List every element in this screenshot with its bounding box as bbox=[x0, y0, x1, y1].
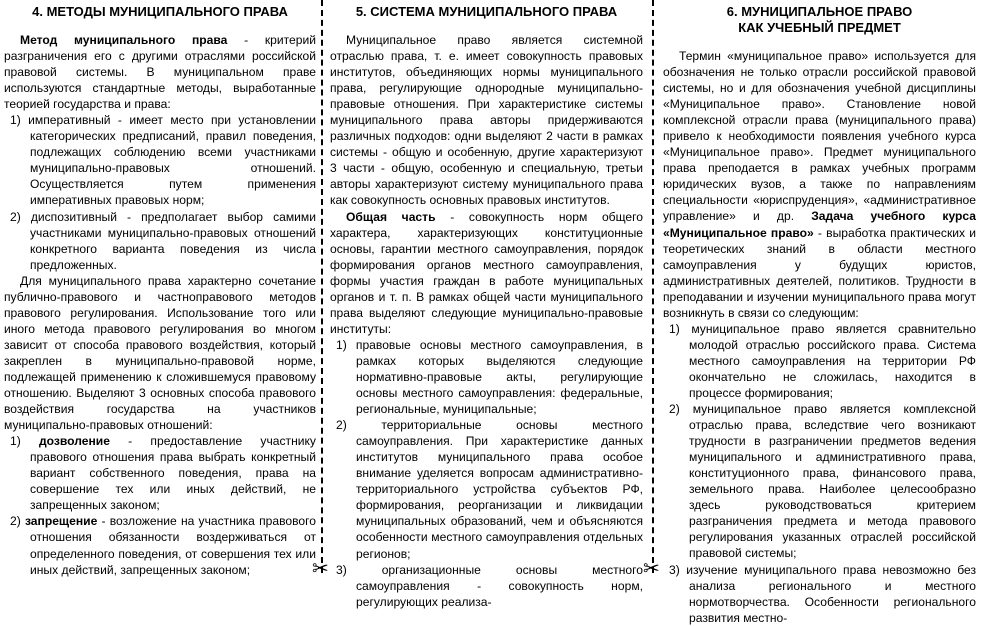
list-text: - предоставление участнику правового отношения права выбрать конкретный вариант собственного поведения, права на совершение тех или иных действий, не запрещенных законом; bbox=[30, 434, 316, 513]
paragraph-text: - выработка практических и теоретических знаний в области местного самоуправления у будущих юристов, административных деятелей, политиков. Трудности в преподавании и изучении муниципального права могут возникнуть в связи со следующим: bbox=[663, 225, 976, 320]
paragraph: Муниципальное право является системной отраслью права, т. е. имеет совокупность правовых институтов, объединяющих нормы муниципального права, регулирующие однородные муниципально-правовые отношения. При характеристике системы муниципального права авторы придерживаются различных подходов: одни выделяют 2 части в рамках системы - общую и особенную, другие характеризуют 3 части - общую, особенную и специальную, третьи авторы характеризуют систему муниципального права как совокупность основных правовых институтов. bbox=[330, 33, 643, 208]
list-item: 1) муниципальное право является сравнительно молодой отраслью российского права. Система местного самоуправления на территории РФ окончательно не сложилась, находится в процессе формирования; bbox=[669, 321, 976, 400]
scissors-icon: ✂ bbox=[643, 558, 660, 580]
list-item: 1) императивный - имеет место при установлении категорических предписаний, правил поведения, подлежащих соблюдению всеми участниками муниципально-правовых отношений. Осуществляется путем применения императивных правовых норм; bbox=[10, 113, 316, 208]
list-item: 2) территориальные основы местного самоуправления. При характеристике данных институтов муниципального права особое внимание уделяется вопросам административно-территориального устройства субъектов РФ, формирования, реорганизации и ликвидации муниципальных образований, чем и объясняются особенности местного самоуправления отдельных регионов; bbox=[336, 418, 643, 561]
list-number: 2) bbox=[10, 514, 25, 529]
list-item: 2) муниципальное право является комплексной отраслью права, вследствие чего возникают трудности в разграничении предметов ведения муниципального и административного права, конституционного права, финансового права, земельного права. Наиболее целесообразно здесь руководствоваться критерием разграничения предмета и метода правового регулирования указанных отраслей российской правовой системы; bbox=[669, 402, 976, 561]
term-bold: Общая часть bbox=[346, 209, 436, 224]
list-number: 1) bbox=[10, 434, 39, 449]
cut-line-divider bbox=[321, 0, 323, 573]
section-title: 6. МУНИЦИПАЛЬНОЕ ПРАВО КАК УЧЕБНЫЙ ПРЕДМЕТ bbox=[726, 4, 913, 35]
paragraph bbox=[4, 32, 316, 112]
list-item: 3) организационные основы местного самоуправления - совокупность норм, регулирующих реализа- bbox=[336, 562, 643, 609]
column-municipal-law-methods bbox=[4, 0, 316, 587]
paragraph-text: - совокупность норм общего характера, характеризующих конституционные основы, гарантии местного самоуправления, порядок формирования органов местного самоуправления, формы участия граждан в работе муниципальных органов и т. п. В рамках общей части муниципального права выделяют следующие муниципально-правовые институты: bbox=[330, 209, 644, 336]
term-bold: запрещение bbox=[24, 514, 98, 529]
term-bold: Метод муниципального права bbox=[20, 33, 228, 47]
list-item bbox=[4, 513, 316, 577]
paragraph: Для муниципального права характерно сочетание публично-правового и частноправового методов правового регулирования. Использование того или иного метода правового регулирования во многом зависит от способа правового воздействия, который закреплен в муниципально-правовой норме, подлежащей применению к сложившемуся правовому отношению. Выделяют 3 основных способа правового воздействия государства на участников муниципально-правовых отношений: bbox=[4, 273, 316, 433]
column-municipal-law-system bbox=[330, 0, 644, 609]
paragraph-text: Термин «муниципальное право» используется для обозначения не только отрасли российской правовой системы, но и для обозначения учебной дисциплины «Муниципальное право». Становление новой комплексной отрасли права (муниципального права) привело к необходимости появления учебного курса «Муниципальное право». Предмет муниципального права преподается в рамках учебных программ юридических вузов, а также по направлениям специальности «юриспруденция», «административное управление» и др. bbox=[663, 49, 976, 224]
paragraph bbox=[330, 209, 643, 337]
term-bold: Задача учебного курса «Муниципальное право» bbox=[663, 209, 977, 240]
cut-line-divider bbox=[652, 0, 654, 573]
list-text: - возложение на участника правового отношения обязанности воздерживаться от определенного поведения, от совершения тех или иных действий, запрещенных законом; bbox=[30, 514, 316, 577]
list-item: 2) диспозитивный - предполагает выбор самими участниками муниципально-правовых отношений конкретного варианта поведения из числа предложенных. bbox=[10, 209, 316, 272]
column-municipal-law-course bbox=[663, 0, 977, 625]
section-title: 4. МЕТОДЫ МУНИЦИПАЛЬНОГО ПРАВА bbox=[32, 4, 288, 19]
section-title: 5. СИСТЕМА МУНИЦИПАЛЬНОГО ПРАВА bbox=[355, 4, 618, 19]
list-item: 1) правовые основы местного самоуправления, в рамках которых выделяются следующие нормативно-правовые акты, регулирующие основы местного самоуправления: федеральные, региональные, муниципальные; bbox=[336, 337, 643, 417]
list-item bbox=[4, 433, 316, 513]
paragraph-text: - критерий разграничения его с другими отраслями российской правовой системы. В муниципальном праве используются стандартные методы, выработанные теорией государства и права: bbox=[4, 33, 316, 112]
paragraph bbox=[663, 48, 976, 321]
list-item: 3) изучение муниципального права невозможно без анализа регионального и местного нормотворчества. Особенности регионального развития местно- bbox=[669, 562, 976, 625]
term-bold: дозволение bbox=[38, 434, 110, 449]
scissors-icon: ✂ bbox=[312, 558, 329, 580]
